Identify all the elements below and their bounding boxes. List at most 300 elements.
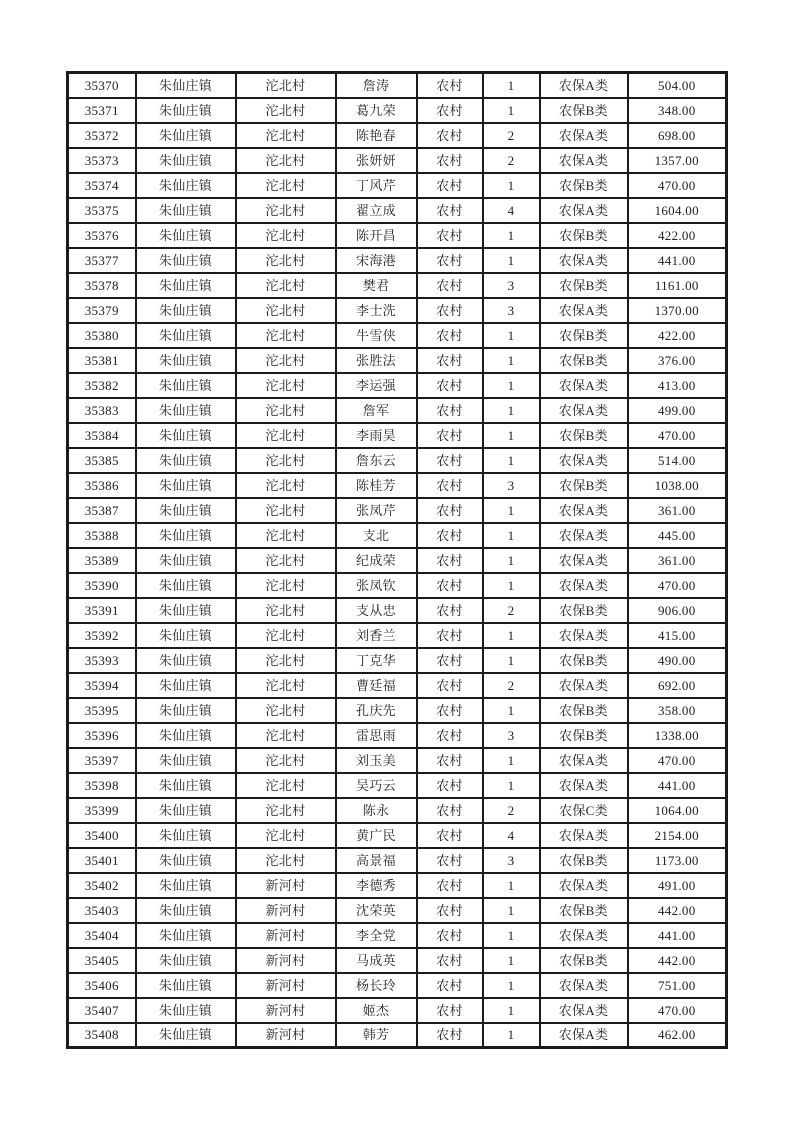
table-cell: 农村 (417, 898, 483, 923)
table-cell: 农保B类 (540, 173, 628, 198)
table-cell: 35388 (68, 523, 136, 548)
table-cell: 35374 (68, 173, 136, 198)
table-cell: 朱仙庄镇 (136, 298, 236, 323)
table-cell: 农保B类 (540, 473, 628, 498)
table-row (68, 173, 727, 198)
table-cell: 3 (483, 298, 540, 323)
table-cell: 农村 (417, 248, 483, 273)
table-cell: 农村 (417, 673, 483, 698)
table-cell: 雷思雨 (336, 723, 417, 748)
table-cell: 丁风芹 (336, 173, 417, 198)
table-cell: 朱仙庄镇 (136, 423, 236, 448)
table-cell: 1 (483, 548, 540, 573)
table-cell: 农保A类 (540, 773, 628, 798)
table-row (68, 598, 727, 623)
table-cell: 35371 (68, 98, 136, 123)
table-cell: 35392 (68, 623, 136, 648)
table-cell: 1 (483, 998, 540, 1023)
table-row (68, 148, 727, 173)
table-cell: 沱北村 (236, 173, 336, 198)
table-row (68, 748, 727, 773)
table-cell: 1338.00 (628, 723, 727, 748)
table-cell: 4 (483, 198, 540, 223)
table-cell: 新河村 (236, 998, 336, 1023)
table-cell: 3 (483, 723, 540, 748)
table-row (68, 973, 727, 998)
table-cell: 朱仙庄镇 (136, 523, 236, 548)
table-cell: 2 (483, 123, 540, 148)
table-cell: 沱北村 (236, 498, 336, 523)
table-cell: 462.00 (628, 1023, 727, 1048)
table-cell: 1173.00 (628, 848, 727, 873)
table-cell: 35406 (68, 973, 136, 998)
table-cell: 1 (483, 873, 540, 898)
table-row (68, 73, 727, 98)
table-cell: 1 (483, 648, 540, 673)
table-cell: 1 (483, 98, 540, 123)
table-cell: 纪成荣 (336, 548, 417, 573)
table-cell: 35400 (68, 823, 136, 848)
table-cell: 支北 (336, 523, 417, 548)
table-cell: 1 (483, 623, 540, 648)
table-row (68, 1023, 727, 1048)
table-cell: 农村 (417, 998, 483, 1023)
table-cell: 499.00 (628, 398, 727, 423)
table-cell: 35396 (68, 723, 136, 748)
table-cell: 农村 (417, 223, 483, 248)
table-cell: 葛九荣 (336, 98, 417, 123)
table-cell: 农保A类 (540, 248, 628, 273)
table-cell: 陈开昌 (336, 223, 417, 248)
table-cell: 农村 (417, 848, 483, 873)
table-cell: 沱北村 (236, 823, 336, 848)
table-cell: 孔庆先 (336, 698, 417, 723)
table-cell: 35404 (68, 923, 136, 948)
table-cell: 农村 (417, 548, 483, 573)
table-cell: 詹东云 (336, 448, 417, 473)
table-cell: 朱仙庄镇 (136, 1023, 236, 1048)
table-cell: 沱北村 (236, 748, 336, 773)
table-cell: 906.00 (628, 598, 727, 623)
table-cell: 35379 (68, 298, 136, 323)
table-cell: 农村 (417, 873, 483, 898)
table-cell: 农保A类 (540, 73, 628, 98)
table-cell: 1 (483, 348, 540, 373)
table-cell: 农保B类 (540, 98, 628, 123)
table-cell: 沱北村 (236, 798, 336, 823)
table-cell: 农保B类 (540, 698, 628, 723)
table-cell: 农村 (417, 148, 483, 173)
table-cell: 高景福 (336, 848, 417, 873)
table-cell: 沱北村 (236, 673, 336, 698)
table-cell: 沱北村 (236, 623, 336, 648)
table-cell: 422.00 (628, 323, 727, 348)
table-cell: 沱北村 (236, 473, 336, 498)
table-cell: 沱北村 (236, 598, 336, 623)
table-cell: 农村 (417, 298, 483, 323)
table-cell: 农村 (417, 398, 483, 423)
table-cell: 35385 (68, 448, 136, 473)
table-row (68, 198, 727, 223)
table-cell: 朱仙庄镇 (136, 723, 236, 748)
table-cell: 1 (483, 948, 540, 973)
table-row (68, 398, 727, 423)
table-cell: 35384 (68, 423, 136, 448)
table-cell: 1161.00 (628, 273, 727, 298)
table-cell: 470.00 (628, 748, 727, 773)
table-cell: 丁克华 (336, 648, 417, 673)
table-cell: 黄广民 (336, 823, 417, 848)
table-cell: 新河村 (236, 948, 336, 973)
table-cell: 新河村 (236, 923, 336, 948)
table-row (68, 223, 727, 248)
table-cell: 3 (483, 848, 540, 873)
table-cell: 沱北村 (236, 373, 336, 398)
table-cell: 朱仙庄镇 (136, 448, 236, 473)
table-cell: 朱仙庄镇 (136, 98, 236, 123)
table-cell: 1604.00 (628, 198, 727, 223)
table-cell: 农保A类 (540, 398, 628, 423)
table-cell: 农保A类 (540, 673, 628, 698)
table-cell: 农保B类 (540, 723, 628, 748)
table-cell: 杨长玲 (336, 973, 417, 998)
table-cell: 农保C类 (540, 798, 628, 823)
table-cell: 2 (483, 598, 540, 623)
table-cell: 张妍妍 (336, 148, 417, 173)
table-row (68, 773, 727, 798)
table-cell: 35402 (68, 873, 136, 898)
table-cell: 35378 (68, 273, 136, 298)
table-cell: 农村 (417, 323, 483, 348)
table-cell: 698.00 (628, 123, 727, 148)
table-cell: 35391 (68, 598, 136, 623)
table-cell: 35399 (68, 798, 136, 823)
table-cell: 692.00 (628, 673, 727, 698)
table-cell: 朱仙庄镇 (136, 198, 236, 223)
table-cell: 35395 (68, 698, 136, 723)
table-cell: 沱北村 (236, 423, 336, 448)
table-cell: 朱仙庄镇 (136, 548, 236, 573)
table-cell: 沱北村 (236, 773, 336, 798)
table-cell: 1038.00 (628, 473, 727, 498)
table-cell: 张胜法 (336, 348, 417, 373)
table-cell: 沱北村 (236, 273, 336, 298)
table-cell: 农村 (417, 973, 483, 998)
table-cell: 442.00 (628, 948, 727, 973)
table-cell: 470.00 (628, 573, 727, 598)
table-cell: 农村 (417, 723, 483, 748)
table-cell: 农保B类 (540, 323, 628, 348)
table-cell: 沱北村 (236, 848, 336, 873)
table-cell: 农保A类 (540, 573, 628, 598)
table-cell: 翟立成 (336, 198, 417, 223)
table-cell: 刘香兰 (336, 623, 417, 648)
table-cell: 农保B类 (540, 273, 628, 298)
table-cell: 470.00 (628, 423, 727, 448)
table-cell: 1 (483, 698, 540, 723)
table-cell: 农村 (417, 348, 483, 373)
table-cell: 35389 (68, 548, 136, 573)
table-cell: 农保A类 (540, 523, 628, 548)
table-cell: 农保B类 (540, 948, 628, 973)
table-cell: 李运强 (336, 373, 417, 398)
table-cell: 农保A类 (540, 748, 628, 773)
table-cell: 农村 (417, 173, 483, 198)
table-cell: 农保B类 (540, 848, 628, 873)
table-cell: 751.00 (628, 973, 727, 998)
table-cell: 吴巧云 (336, 773, 417, 798)
table-cell: 农村 (417, 648, 483, 673)
table-cell: 农村 (417, 123, 483, 148)
table-cell: 农保A类 (540, 823, 628, 848)
table-cell: 1 (483, 923, 540, 948)
table-cell: 35380 (68, 323, 136, 348)
table-row (68, 898, 727, 923)
table-cell: 1370.00 (628, 298, 727, 323)
table-cell: 朱仙庄镇 (136, 873, 236, 898)
table-cell: 马成英 (336, 948, 417, 973)
table-row (68, 348, 727, 373)
table-cell: 348.00 (628, 98, 727, 123)
table-cell: 沱北村 (236, 123, 336, 148)
table-cell: 农村 (417, 73, 483, 98)
table-cell: 朱仙庄镇 (136, 148, 236, 173)
table-row (68, 523, 727, 548)
table-cell: 农村 (417, 198, 483, 223)
table-cell: 445.00 (628, 523, 727, 548)
table-cell: 沈荣英 (336, 898, 417, 923)
table-cell: 35376 (68, 223, 136, 248)
table-cell: 1 (483, 73, 540, 98)
table-cell: 农保B类 (540, 223, 628, 248)
table-row (68, 948, 727, 973)
table-cell: 张凤钦 (336, 573, 417, 598)
table-cell: 农保B类 (540, 598, 628, 623)
table-cell: 朱仙庄镇 (136, 223, 236, 248)
table-cell: 农保A类 (540, 148, 628, 173)
table-cell: 35401 (68, 848, 136, 873)
table-cell: 1 (483, 898, 540, 923)
table-cell: 沱北村 (236, 148, 336, 173)
table-cell: 詹军 (336, 398, 417, 423)
table-cell: 朱仙庄镇 (136, 798, 236, 823)
table-cell: 35377 (68, 248, 136, 273)
table-cell: 35387 (68, 498, 136, 523)
table-row (68, 648, 727, 673)
table-row (68, 848, 727, 873)
table-cell: 农村 (417, 598, 483, 623)
table-cell: 朱仙庄镇 (136, 323, 236, 348)
table-cell: 442.00 (628, 898, 727, 923)
table-cell: 农保A类 (540, 123, 628, 148)
table-cell: 沱北村 (236, 98, 336, 123)
table-cell: 朱仙庄镇 (136, 598, 236, 623)
table-cell: 35373 (68, 148, 136, 173)
table-cell: 农村 (417, 98, 483, 123)
table-cell: 沱北村 (236, 398, 336, 423)
table-cell: 朱仙庄镇 (136, 398, 236, 423)
table-cell: 朱仙庄镇 (136, 648, 236, 673)
table-cell: 朱仙庄镇 (136, 123, 236, 148)
table-cell: 35382 (68, 373, 136, 398)
table-cell: 沱北村 (236, 348, 336, 373)
table-cell: 朱仙庄镇 (136, 173, 236, 198)
table-cell: 朱仙庄镇 (136, 948, 236, 973)
table-cell: 新河村 (236, 973, 336, 998)
table-cell: 376.00 (628, 348, 727, 373)
table-cell: 农村 (417, 573, 483, 598)
table-cell: 沱北村 (236, 198, 336, 223)
table-cell: 470.00 (628, 998, 727, 1023)
table-cell: 1 (483, 448, 540, 473)
table-body (68, 73, 727, 1048)
table-cell: 农村 (417, 948, 483, 973)
table-cell: 1 (483, 398, 540, 423)
table-cell: 1 (483, 223, 540, 248)
table-row (68, 448, 727, 473)
table-cell: 陈永 (336, 798, 417, 823)
table-cell: 农村 (417, 423, 483, 448)
table-cell: 490.00 (628, 648, 727, 673)
table-cell: 朱仙庄镇 (136, 623, 236, 648)
table-cell: 358.00 (628, 698, 727, 723)
table-cell: 农保A类 (540, 1023, 628, 1048)
table-row (68, 298, 727, 323)
table-cell: 朱仙庄镇 (136, 473, 236, 498)
table-row (68, 873, 727, 898)
table-row (68, 273, 727, 298)
table-cell: 农村 (417, 473, 483, 498)
table-cell: 沱北村 (236, 248, 336, 273)
table-cell: 441.00 (628, 773, 727, 798)
table-cell: 农保A类 (540, 623, 628, 648)
table-cell: 1 (483, 573, 540, 598)
table-cell: 农村 (417, 373, 483, 398)
table-cell: 农村 (417, 823, 483, 848)
table-cell: 沱北村 (236, 523, 336, 548)
table-cell: 詹涛 (336, 73, 417, 98)
table-cell: 1 (483, 973, 540, 998)
table-cell: 朱仙庄镇 (136, 923, 236, 948)
table-cell: 朱仙庄镇 (136, 248, 236, 273)
table-cell: 朱仙庄镇 (136, 673, 236, 698)
table-cell: 农村 (417, 748, 483, 773)
table-cell: 4 (483, 823, 540, 848)
table-cell: 韩芳 (336, 1023, 417, 1048)
table-cell: 农村 (417, 523, 483, 548)
table-cell: 35375 (68, 198, 136, 223)
table-cell: 新河村 (236, 1023, 336, 1048)
table-row (68, 798, 727, 823)
table-row (68, 623, 727, 648)
table-cell: 农保A类 (540, 548, 628, 573)
table-cell: 朱仙庄镇 (136, 998, 236, 1023)
table-row (68, 98, 727, 123)
table-cell: 361.00 (628, 548, 727, 573)
table-row (68, 423, 727, 448)
table-cell: 农村 (417, 773, 483, 798)
table-cell: 沱北村 (236, 448, 336, 473)
table-row (68, 823, 727, 848)
table-cell: 朱仙庄镇 (136, 848, 236, 873)
table-cell: 361.00 (628, 498, 727, 523)
table-row (68, 323, 727, 348)
table-cell: 农村 (417, 698, 483, 723)
table-cell: 470.00 (628, 173, 727, 198)
table-cell: 2154.00 (628, 823, 727, 848)
table-cell: 1357.00 (628, 148, 727, 173)
table-row (68, 373, 727, 398)
table-cell: 农保B类 (540, 348, 628, 373)
table-row (68, 123, 727, 148)
table-cell: 朱仙庄镇 (136, 373, 236, 398)
table-cell: 491.00 (628, 873, 727, 898)
table-cell: 1 (483, 248, 540, 273)
table-cell: 2 (483, 798, 540, 823)
table-cell: 35390 (68, 573, 136, 598)
table-cell: 李士洗 (336, 298, 417, 323)
table-cell: 沱北村 (236, 648, 336, 673)
table-cell: 1 (483, 748, 540, 773)
table-cell: 牛雪侠 (336, 323, 417, 348)
table-cell: 1 (483, 423, 540, 448)
table-cell: 农保B类 (540, 898, 628, 923)
table-cell: 1 (483, 173, 540, 198)
table-cell: 农保B类 (540, 423, 628, 448)
table-row (68, 673, 727, 698)
table-cell: 刘玉美 (336, 748, 417, 773)
table-row (68, 473, 727, 498)
table-cell: 农保A类 (540, 198, 628, 223)
table-cell: 35393 (68, 648, 136, 673)
table-cell: 农村 (417, 798, 483, 823)
table-cell: 沱北村 (236, 298, 336, 323)
table-cell: 沱北村 (236, 323, 336, 348)
table-row (68, 548, 727, 573)
table-cell: 朱仙庄镇 (136, 573, 236, 598)
table-cell: 35408 (68, 1023, 136, 1048)
table-cell: 沱北村 (236, 548, 336, 573)
table-cell: 李德秀 (336, 873, 417, 898)
table-cell: 沱北村 (236, 698, 336, 723)
table-cell: 514.00 (628, 448, 727, 473)
table-cell: 2 (483, 148, 540, 173)
table-cell: 朱仙庄镇 (136, 823, 236, 848)
table-cell: 422.00 (628, 223, 727, 248)
table-cell: 1 (483, 498, 540, 523)
table-cell: 朱仙庄镇 (136, 498, 236, 523)
table-cell: 35386 (68, 473, 136, 498)
table-cell: 农村 (417, 498, 483, 523)
table-cell: 35381 (68, 348, 136, 373)
table-row (68, 698, 727, 723)
table-cell: 沱北村 (236, 573, 336, 598)
table-cell: 沱北村 (236, 223, 336, 248)
table-row (68, 923, 727, 948)
table-cell: 朱仙庄镇 (136, 973, 236, 998)
table-cell: 农保A类 (540, 873, 628, 898)
table-cell: 沱北村 (236, 73, 336, 98)
table-cell: 陈桂芳 (336, 473, 417, 498)
table-cell: 樊君 (336, 273, 417, 298)
table-row (68, 248, 727, 273)
table-cell: 农村 (417, 273, 483, 298)
table-cell: 朱仙庄镇 (136, 348, 236, 373)
table-cell: 朱仙庄镇 (136, 698, 236, 723)
table-cell: 1064.00 (628, 798, 727, 823)
table-cell: 朱仙庄镇 (136, 773, 236, 798)
table-cell: 35398 (68, 773, 136, 798)
